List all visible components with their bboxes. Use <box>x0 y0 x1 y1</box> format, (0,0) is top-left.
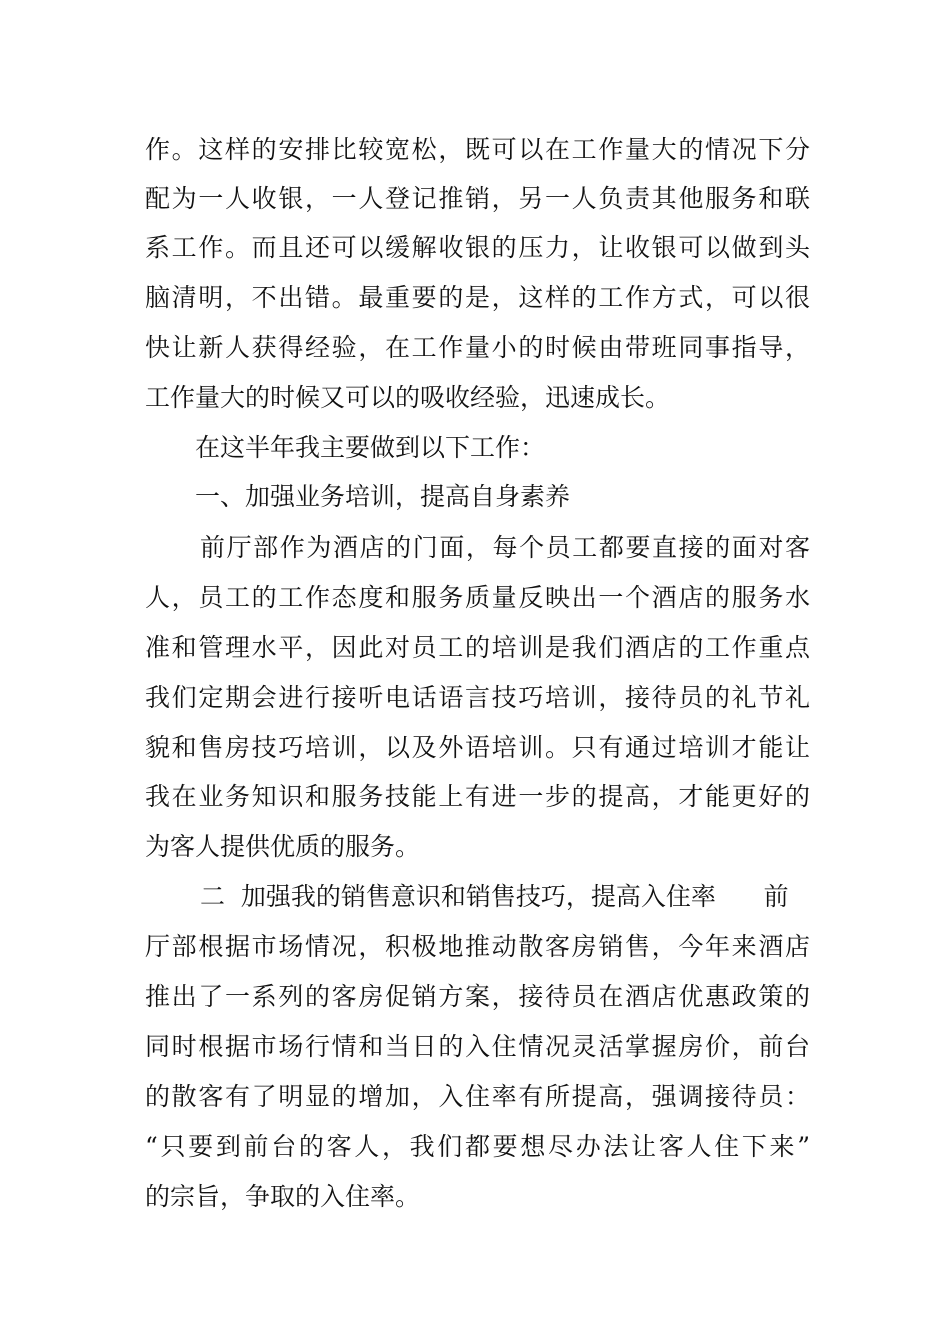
section-heading: 一、加强业务培训，提高自身素养 <box>195 482 571 511</box>
paragraph-line: 快让新人获得经验，在工作量小的时候由带班同事指导， <box>145 333 810 362</box>
paragraph-line: 的散客有了明显的增加，入住率有所提高，强调接待员： <box>145 1082 810 1111</box>
paragraph-line: “只要到前台的客人，我们都要想尽办法让客人住下来” <box>145 1132 810 1161</box>
paragraph-line: 貌和售房技巧培训，以及外语培训。只有通过培训才能让 <box>145 733 810 762</box>
paragraph-line: 准和管理水平，因此对员工的培训是我们酒店的工作重点 <box>145 633 810 662</box>
paragraph-line: 配为一人收银，一人登记推销，另一人负责其他服务和联 <box>145 184 810 213</box>
paragraph-line: 工作量大的时候又可以的吸收经验，迅速成长。 <box>145 383 671 412</box>
paragraph-line: 系工作。而且还可以缓解收银的压力，让收银可以做到头 <box>145 233 810 262</box>
paragraph-line: 为客人提供优质的服务。 <box>145 832 421 861</box>
section-heading: 二 加强我的销售意识和销售技巧，提高入住率 前 <box>200 882 789 911</box>
paragraph-line: 作。这样的安排比较宽松，既可以在工作量大的情况下分 <box>145 135 810 164</box>
paragraph-line: 人，员工的工作态度和服务质量反映出一个酒店的服务水 <box>145 583 810 612</box>
paragraph-line: 的宗旨，争取的入住率。 <box>145 1182 421 1211</box>
section-intro: 在这半年我主要做到以下工作： <box>195 433 546 462</box>
paragraph-line: 同时根据市场行情和当日的入住情况灵活掌握房价，前台 <box>145 1032 810 1061</box>
paragraph-line: 推出了一系列的客房促销方案，接待员在酒店优惠政策的 <box>145 982 810 1011</box>
paragraph-line: 前厅部作为酒店的门面，每个员工都要直接的面对客 <box>200 533 810 562</box>
paragraph-line: 厅部根据市场情况，积极地推动散客房销售，今年来酒店 <box>145 932 810 961</box>
paragraph-line: 我在业务知识和服务技能上有进一步的提高，才能更好的 <box>145 782 810 811</box>
paragraph-line: 脑清明，不出错。最重要的是，这样的工作方式，可以很 <box>145 283 810 312</box>
paragraph-line: 我们定期会进行接听电话语言技巧培训，接待员的礼节礼 <box>145 683 810 712</box>
